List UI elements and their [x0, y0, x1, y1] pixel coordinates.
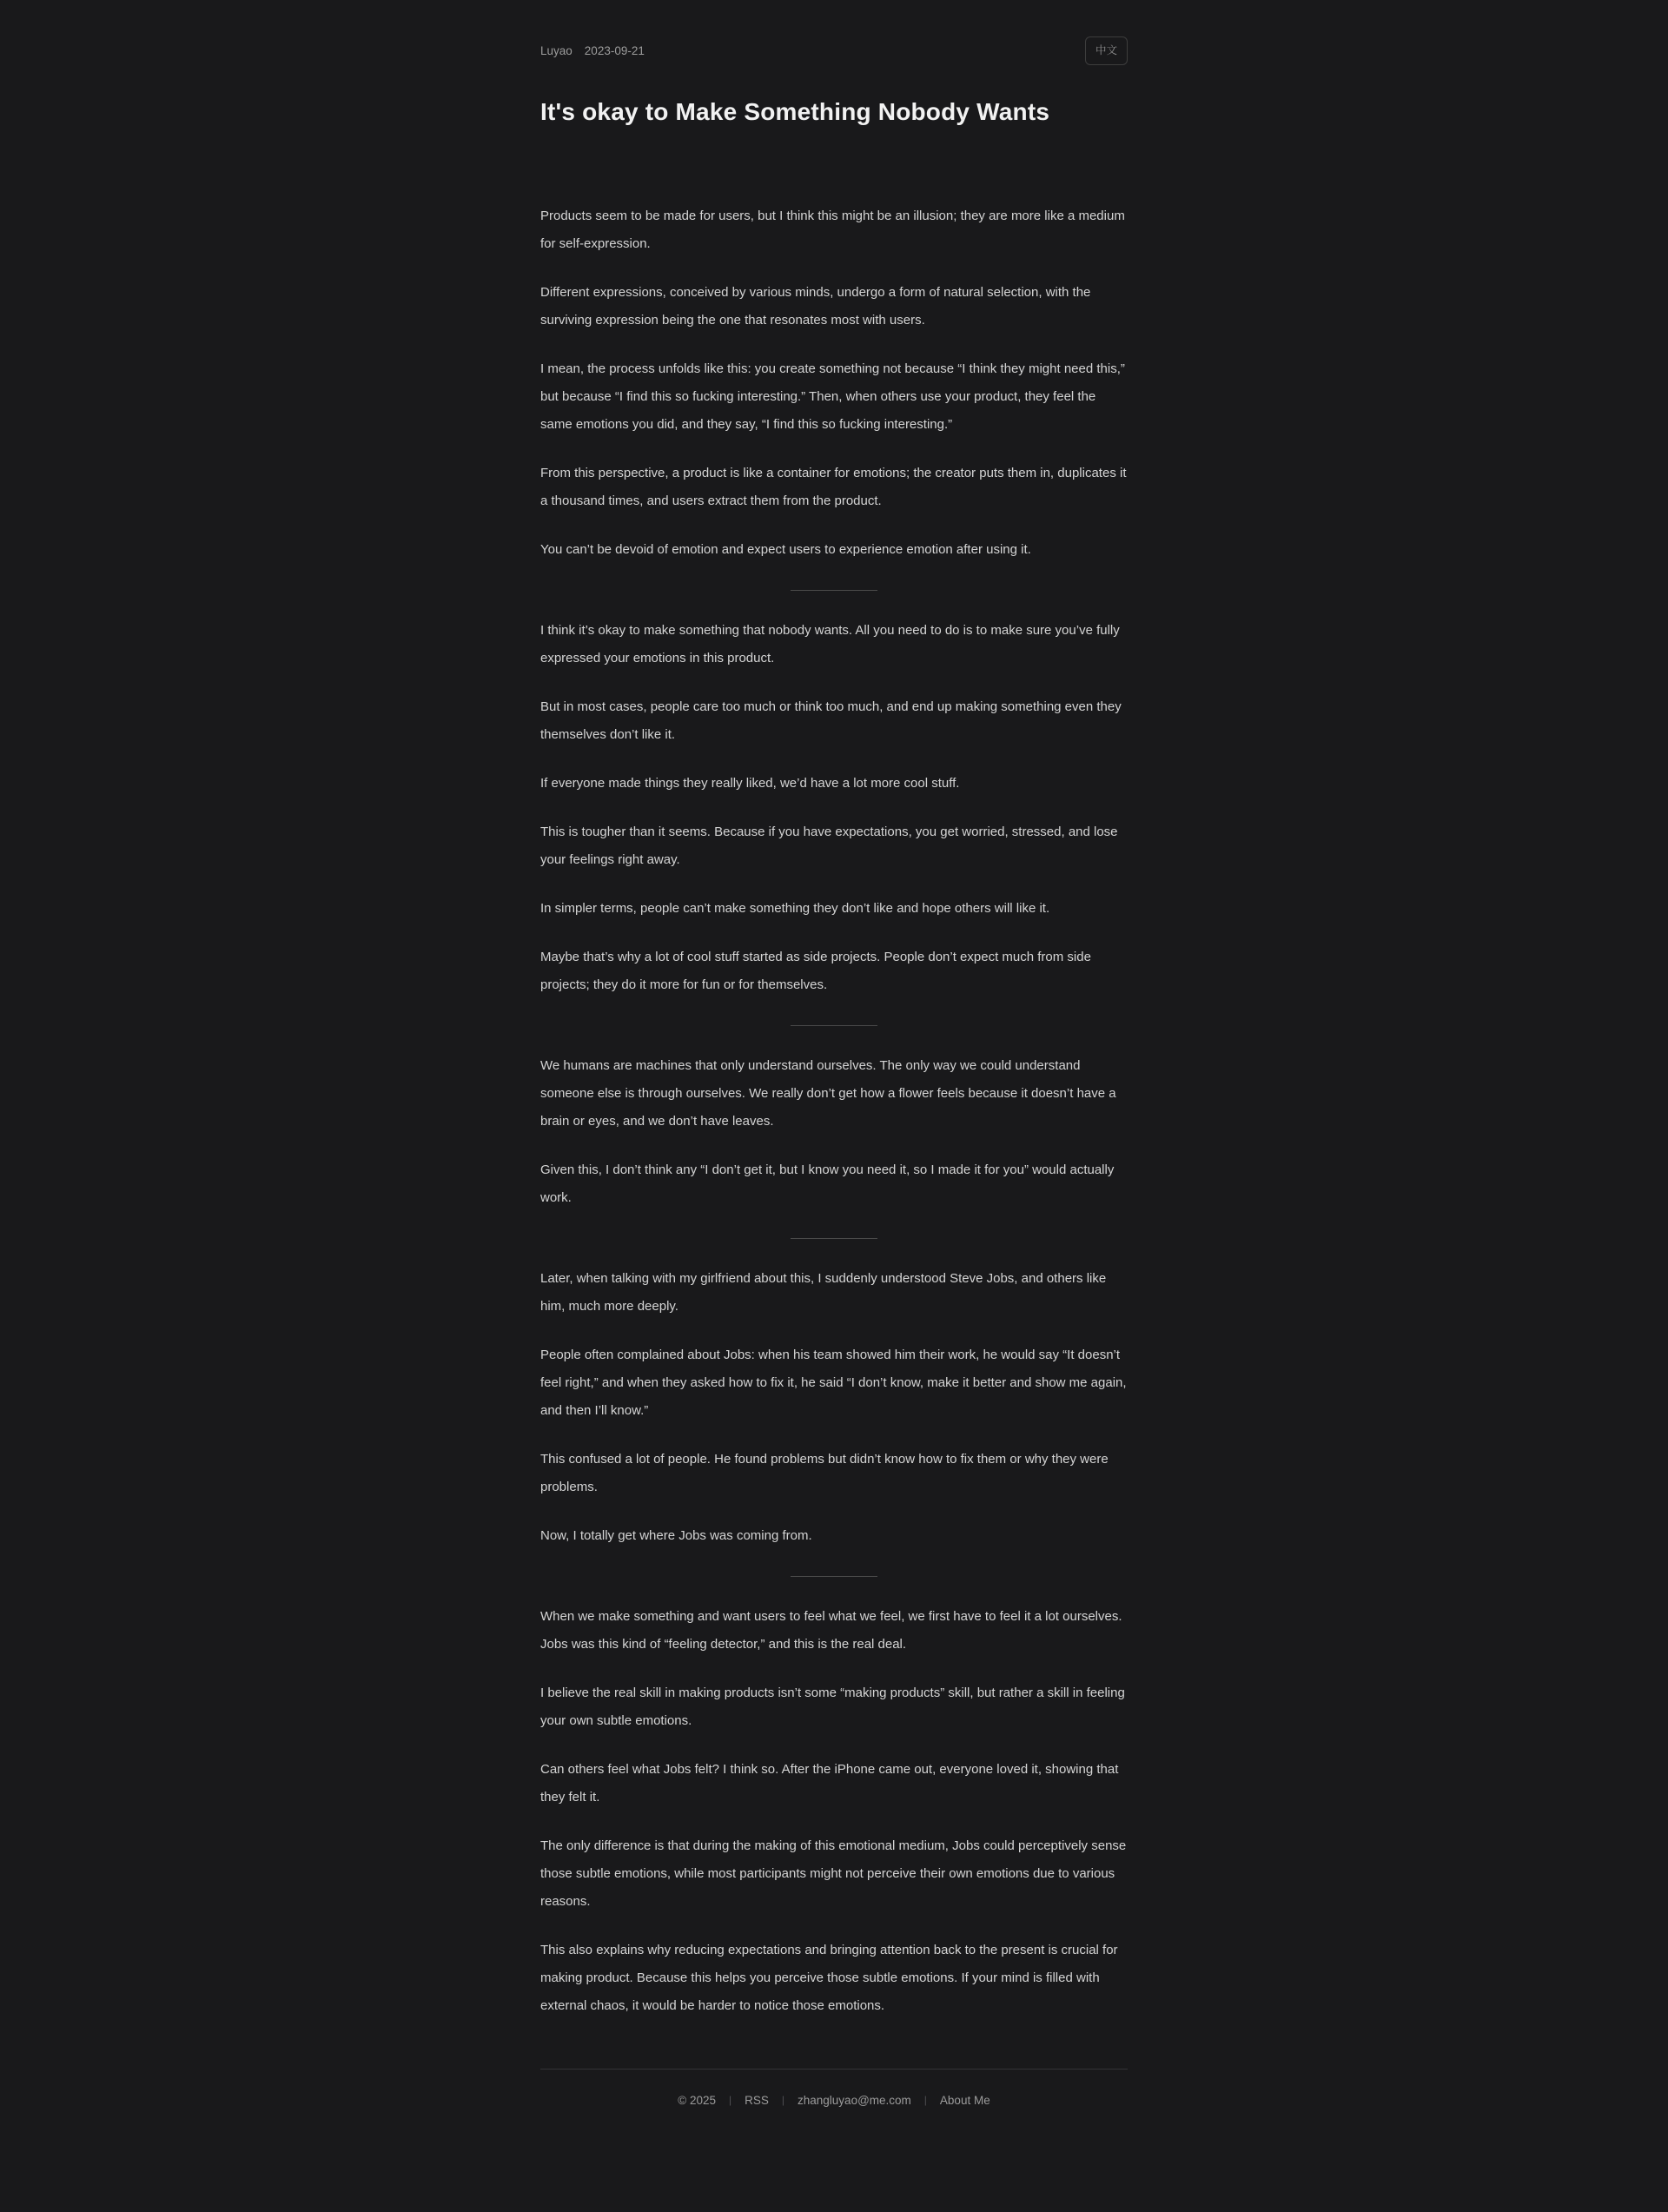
paragraph: This is tougher than it seems. Because if you have expectations, you get worried, stressed, and lose your feelings right away. — [540, 824, 1118, 867]
email-link[interactable]: zhangluyao@me.com — [798, 2093, 911, 2107]
post-date: 2023-09-21 — [584, 43, 645, 57]
section-divider — [791, 590, 877, 591]
paragraph: Can others feel what Jobs felt? I think so. After the iPhone came out, everyone loved it, showing that they felt it. — [540, 1761, 1119, 1805]
section-divider — [791, 1025, 877, 1026]
paragraph: In simpler terms, people can’t make something they don’t like and hope others will like it. — [540, 900, 1050, 916]
author-label: Luyao — [540, 43, 573, 57]
paragraph: Later, when talking with my girlfriend about this, I suddenly understood Steve Jobs, and others like him, much more deeply. — [540, 1270, 1107, 1314]
language-toggle-button[interactable]: 中文 — [1085, 36, 1128, 65]
paragraph: This confused a lot of people. He found problems but didn’t know how to fix them or why they were problems. — [540, 1451, 1109, 1494]
paragraph: If everyone made things they really liked, we’d have a lot more cool stuff. — [540, 775, 960, 791]
footer — [540, 2069, 1128, 2107]
separator-bar: | — [781, 2094, 785, 2106]
paragraph: This also explains why reducing expectations and bringing attention back to the present is crucial for making product. Because this helps you perceive those subtle emotions. If your mind is filled with external chaos, it would be harder to notice those emotions. — [540, 1942, 1118, 2013]
paragraph: People often complained about Jobs: when his team showed him their work, he would say “It doesn’t feel right,” and when they asked how to fix it, he said “I don’t know, make it better and show me again, and then I’ll know.” — [540, 1347, 1127, 1418]
footer-divider — [540, 2069, 1128, 2070]
paragraph: Maybe that’s why a lot of cool stuff started as side projects. People don’t expect much from side projects; they do it more for fun or for themselves. — [540, 949, 1091, 992]
copyright-label: © 2025 — [678, 2093, 716, 2107]
separator-bar: | — [923, 2094, 927, 2106]
footer-row — [540, 2094, 1128, 2107]
paragraph: Given this, I don’t think any “I don’t get it, but I know you need it, so I made it for you” would actually work. — [540, 1162, 1115, 1205]
main-content — [540, 98, 1128, 2020]
paragraph: Products seem to be made for users, but I think this might be an illusion; they are more like a medium for self-expression. — [540, 208, 1125, 251]
rss-link[interactable]: RSS — [745, 2093, 769, 2107]
post-meta — [540, 44, 645, 57]
paragraph: Now, I totally get where Jobs was coming from. — [540, 1527, 812, 1543]
paragraph: I believe the real skill in making products isn’t some “making products” skill, but rather a skill in feeling your own subtle emotions. — [540, 1685, 1125, 1728]
post-title: It's okay to Make Something Nobody Wants — [540, 97, 1050, 125]
paragraph: I mean, the process unfolds like this: you create something not because “I think they might need this,” but because “I find this so fucking interesting.” Then, when others use your product, they feel the same emotions you did, and they say, “I find this so fucking interesting.” — [540, 361, 1125, 432]
paragraph: From this perspective, a product is like a container for emotions; the creator puts them in, duplicates it a thousand times, and users extract them from the product. — [540, 465, 1127, 508]
separator-bar: | — [729, 2094, 732, 2106]
about-me-link[interactable]: About Me — [939, 2093, 990, 2107]
paragraph: The only difference is that during the making of this emotional medium, Jobs could perceptively sense those subtle emotions, while most participants might not perceive their own emotions due to various reasons. — [540, 1838, 1127, 1909]
section-divider — [791, 1576, 877, 1577]
page — [540, 0, 1128, 2212]
paragraph: But in most cases, people care too much or think too much, and end up making something even they themselves don’t like it. — [540, 699, 1122, 742]
paragraph: You can’t be devoid of emotion and expect users to experience emotion after using it. — [540, 541, 1031, 557]
section-divider — [791, 1238, 877, 1239]
paragraph: I think it’s okay to make something that nobody wants. All you need to do is to make sure you’ve fully expressed your emotions in this product. — [540, 622, 1120, 666]
paragraph: Different expressions, conceived by various minds, undergo a form of natural selection, with the surviving expression being the one that resonates most with users. — [540, 284, 1091, 328]
article-body — [540, 202, 1128, 2020]
paragraph: When we make something and want users to feel what we feel, we first have to feel it a lot ourselves. Jobs was this kind of “feeling detector,” and this is the real deal. — [540, 1608, 1122, 1652]
post-header — [540, 36, 1128, 65]
paragraph: We humans are machines that only understand ourselves. The only way we could understand someone else is through ourselves. We really don’t get how a flower feels because it doesn’t have a brain or eyes, and we don’t have leaves. — [540, 1057, 1116, 1129]
